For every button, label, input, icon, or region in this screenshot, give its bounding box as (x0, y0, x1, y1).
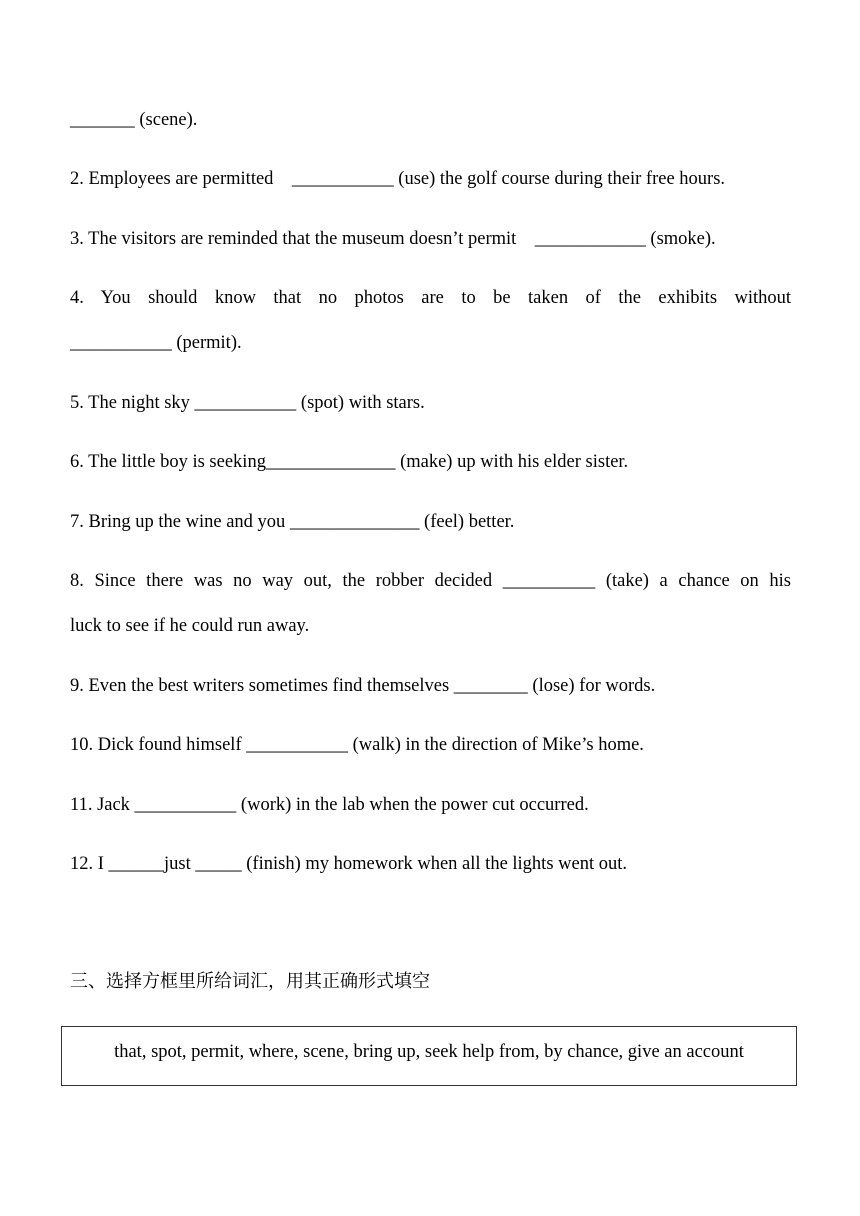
question-5: 5. The night sky ___________ (spot) with stars. (70, 393, 425, 413)
question-9: 9. Even the best writers sometimes find themselves ________ (lose) for words. (70, 676, 656, 696)
question-8-line-1: 8. Since there was no way out, the robber decided __________ (take) a chance on his (70, 571, 791, 591)
question-8-line-2: luck to see if he could run away. (70, 616, 310, 636)
question-3: 3. The visitors are reminded that the museum doesn’t permit ____________ (smoke). (70, 229, 716, 249)
section-heading: 三、选择方框里所给词汇，用其正确形式填空 (70, 971, 430, 992)
question-4-line-1: 4. You should know that no photos are to be taken of the exhibits without (70, 288, 791, 308)
question-2: 2. Employees are permitted ___________ (use) the golf course during their free hours. (70, 169, 726, 189)
question-6: 6. The little boy is seeking______________ (make) up with his elder sister. (70, 452, 629, 472)
question-1-continuation: _______ (scene). (70, 110, 198, 130)
word-bank-box (61, 1026, 797, 1086)
question-11: 11. Jack ___________ (work) in the lab when the power cut occurred. (70, 795, 589, 815)
question-4-line-2: ___________ (permit). (70, 333, 242, 353)
question-10: 10. Dick found himself ___________ (walk) in the direction of Mike’s home. (70, 735, 644, 755)
question-7: 7. Bring up the wine and you ______________ (feel) better. (70, 512, 515, 532)
word-bank-text: that, spot, permit, where, scene, bring up, seek help from, by chance, give an account (114, 1042, 744, 1062)
question-12: 12. I ______just _____ (finish) my homework when all the lights went out. (70, 854, 627, 874)
